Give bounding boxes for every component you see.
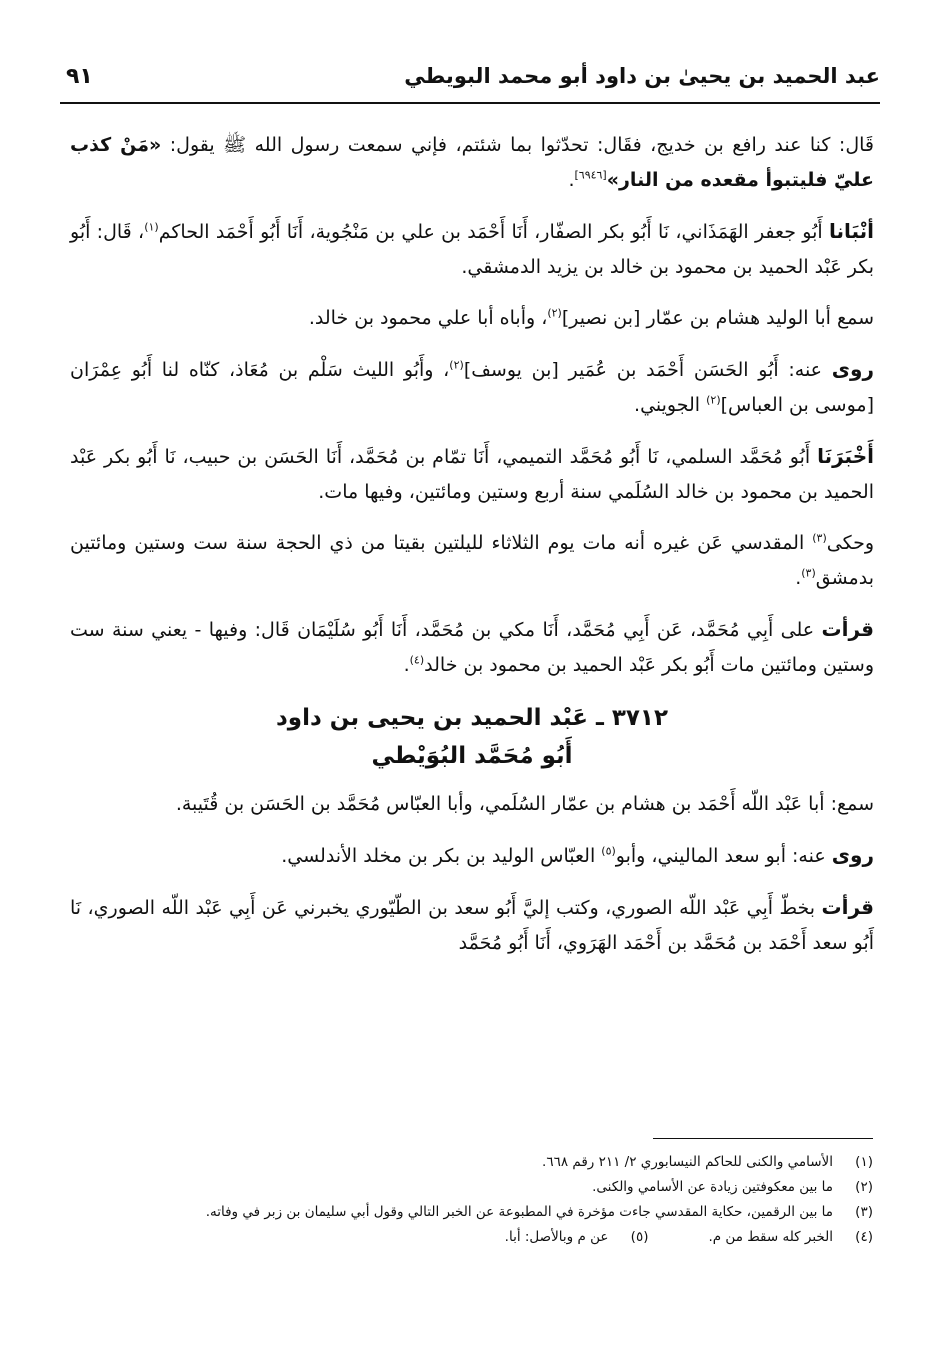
- footnote-ref: (٣): [812, 531, 827, 545]
- running-title: عبد الحميد بن يحيىٰ بن داود أبو محمد البويطي: [404, 64, 880, 88]
- paragraph-entry-heard: [70, 787, 874, 822]
- paragraph-text: أَبُو جعفر الهَمَذَاني، نَا أَبُو بكر الصفّار، أَنَا أَحْمَد بن علي بن مَنْجُوية، أَنَا أَبُو أَحْمَد الحاكم: [158, 221, 829, 243]
- lead-word: قرأت: [821, 895, 874, 919]
- footnote-text: الخبر كله سقط من م.: [708, 1229, 833, 1245]
- footnote-ref: (٥): [601, 844, 616, 858]
- footnote: [73, 1150, 873, 1175]
- paragraph-narrated-by: [70, 352, 874, 423]
- entry-heading-line-1: ٣٧١٢ ـ عَبْد الحميد بن يحيى بن داود: [276, 705, 668, 731]
- footnote: [73, 1200, 873, 1225]
- paragraph-text: الجويني.: [634, 394, 707, 416]
- lead-word: قرأت: [821, 617, 874, 641]
- footnote: [73, 1175, 873, 1200]
- footnote-ref: (١): [144, 220, 159, 234]
- footnote: [73, 1225, 873, 1250]
- paragraph-text: العبّاس الوليد بن بكر بن مخلد الأندلسي.: [281, 845, 602, 867]
- lead-word: روى: [831, 357, 874, 381]
- main-text: [70, 128, 874, 977]
- footnote-number: (١): [855, 1154, 873, 1170]
- footnote-ref: (٣): [801, 566, 816, 580]
- paragraph-qara-tu: [70, 612, 874, 683]
- paragraph-end: .: [403, 654, 410, 676]
- paragraph-end: .: [568, 169, 575, 191]
- paragraph-text: عنه: أَبُو الحَسَن أَحْمَد بن عُمَير [بن يوسف]: [463, 359, 832, 381]
- paragraph-text: وحكى: [826, 532, 874, 554]
- page-number: ٩١: [66, 64, 93, 89]
- footnote-number: (٢): [855, 1179, 873, 1195]
- paragraph-death-report: [70, 526, 874, 596]
- paragraph-heard-from: [70, 301, 874, 336]
- footnote-text: الأسامي والكنى للحاكم النيسابوري ٢/ ٢١١ رقم ٦٦٨.: [542, 1154, 833, 1170]
- paragraph-entry-narrated-by: [70, 838, 874, 874]
- footnote-ref: (٤): [409, 653, 425, 667]
- footnote-ref: (٢): [547, 306, 562, 320]
- paragraph-text: المقدسي عَن غيره أنه مات يوم الثلاثاء لليلتين بقيتا من ذي الحجة سنة ست وستين ومائتين بدمشق: [70, 532, 874, 589]
- paragraph-text: سمع: أبا عَبْد اللّه أَحْمَد بن هشام بن عمّار السُلَمي، وأبا العبّاس مُحَمَّد بن الحَسَن بن قُتَيبة.: [175, 793, 874, 815]
- paragraph-text: بخطّ أَبِي عَبْد اللّه الصوري، وكتب إليَّ أَبُو سعد بن الطّيّوري يخبرني عَن أَبِي عَبْد اللّه الصوري، نَا أَبُو سعد أَحْمَد بن مُحَمَّد بن أَحْمَد الهَرَوي، أَنَا أَبُو مُحَمَّد: [70, 897, 874, 954]
- paragraph-text: ، وأَبُو الليث سَلْم بن مُعَاذ، كنّاه لنا أَبُو عِمْرَان [موسى بن العباس]: [70, 359, 874, 416]
- footnote-separator: [653, 1138, 873, 1139]
- footnote-number: (٣): [855, 1204, 873, 1220]
- paragraph-akhbarana: [70, 439, 874, 510]
- paragraph-text: ، قَال: أَبُو بكر عَبْد الحميد بن محمود بن خالد بن يزيد الدمشقي.: [70, 221, 874, 278]
- paragraph-end: .: [795, 567, 802, 589]
- paragraph-hadith: [70, 128, 874, 198]
- paragraph-text: قَال: كنا عند رافع بن خديج، فقَال: تحدّثوا بما شئتم، فإني سمعت رسول الله ﷺ يقول:: [161, 134, 874, 156]
- hadith-number: [٦٩٤٦]: [574, 168, 607, 182]
- lead-word: أنْبَانا: [828, 219, 875, 243]
- paragraph-text: ، وأباه أبا علي محمود بن خالد.: [308, 307, 548, 329]
- paragraph-text: سمع أبا الوليد هشام بن عمّار [بن نصير]: [561, 307, 874, 329]
- paragraph-text: عنه: أبو سعد الماليني، وأبو: [615, 845, 832, 867]
- footnotes: [73, 1150, 873, 1250]
- lead-word: أَخْبَرَنَا: [817, 444, 874, 468]
- paragraph-text: على أَبِي مُحَمَّد، عَن أَبِي مُحَمَّد، أَنَا مكي بن مُحَمَّد، أَنَا أَبُو سُلَيْمَان قَال: وفيها - يعني سنة ست وستين ومائتين مات أَبُو بكر عَبْد الحميد بن محمود بن خالد: [70, 619, 874, 676]
- lead-word: روى: [831, 843, 874, 867]
- footnote-number: (٤): [855, 1229, 873, 1245]
- footnote-number: (٥): [630, 1229, 649, 1245]
- footnote-text: ما بين الرقمين، حكاية المقدسي جاءت مؤخرة في المطبوعة عن الخبر التالي وقول أبي سليمان بن زبر في وفاته.: [205, 1204, 833, 1220]
- footnote-text: ما بين معكوفتين زيادة عن الأسامي والكنى.: [592, 1179, 833, 1195]
- paragraph-isnad-anbana: [70, 214, 874, 285]
- hadith-quote: «مَنْ كذب عليّ فليتبوأ مقعده من النار»: [70, 134, 874, 191]
- footnote-ref: (٢): [706, 393, 721, 407]
- entry-heading: [70, 699, 874, 775]
- entry-heading-line-2: أَبُو مُحَمَّد البُوَيْطي: [371, 743, 573, 769]
- page-header: [60, 58, 880, 104]
- paragraph-text: أَبُو مُحَمَّد السلمي، نَا أَبُو مُحَمَّد التميمي، أَنَا تمّام بن مُحَمَّد، أَنَا الحَسَن بن حبيب، نَا أَبُو بكر عَبْد الحميد بن محمود بن خالد السُلَمي سنة أربع وستين ومائتين، وفيها مات.: [70, 446, 874, 503]
- paragraph-entry-qara-tu: [70, 890, 874, 961]
- footnote-text: عن م وبالأصل: أبا.: [504, 1229, 609, 1245]
- footnote-ref: (٢): [449, 358, 464, 372]
